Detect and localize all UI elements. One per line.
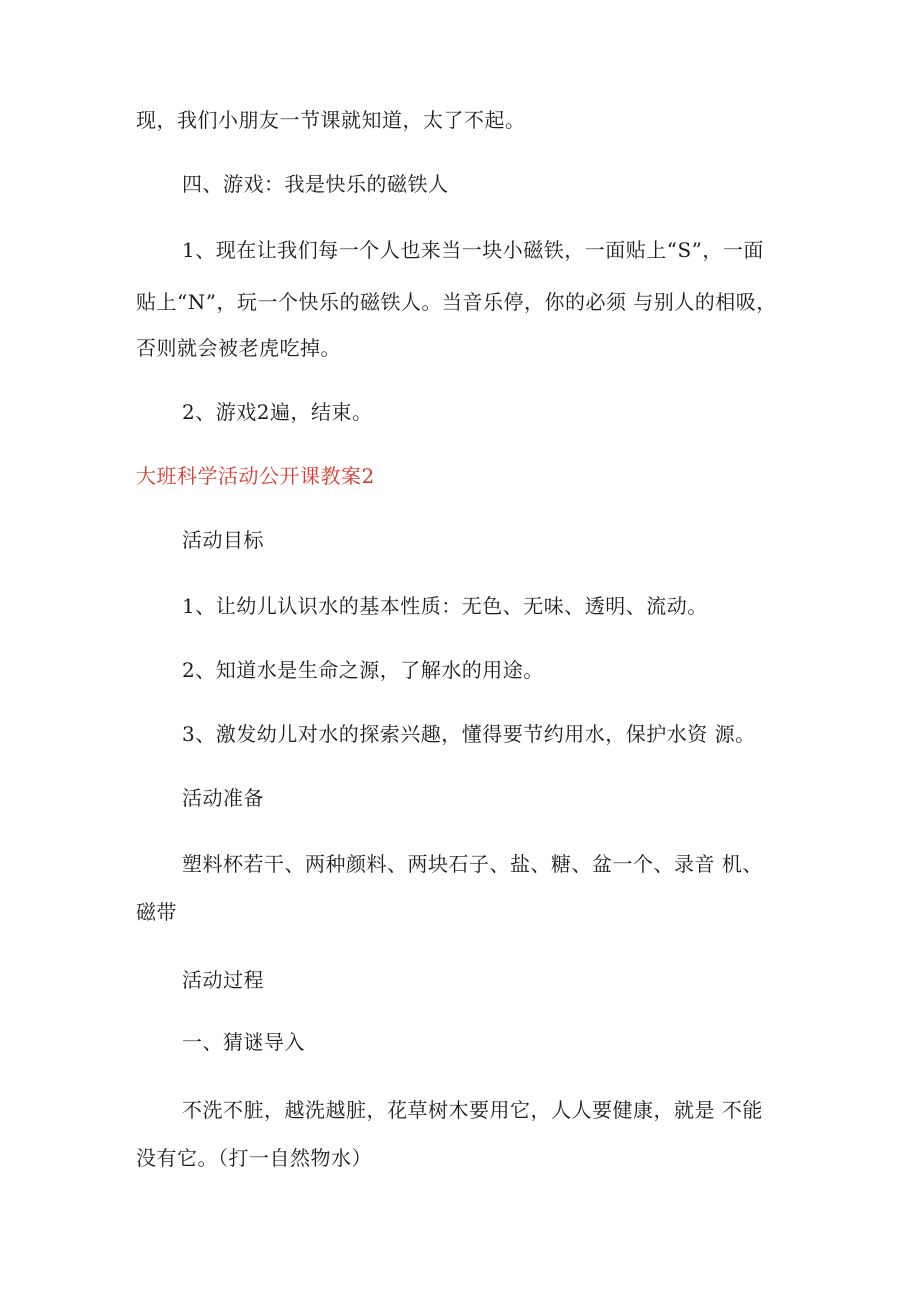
paragraph-line: 塑料杯若干、两种颜料、两块石子、盐、糖、盆一个、录音 机、 [182,852,763,876]
list-item: 3、激发幼儿对水的探索兴趣，懂得要节约用水，保护水资 源。 [182,722,756,746]
paragraph-line: 1、现在让我们每一个人也来当一块小磁铁，一面贴上“S”，一面 [182,238,764,262]
section-heading-game: 四、游戏：我是快乐的磁铁人 [182,172,449,196]
heading-activity-goals: 活动目标 [182,528,264,552]
document-section-title: 大班科学活动公开课教案2 [136,464,375,488]
paragraph-line: 2、游戏2遍，结束。 [182,400,373,424]
paragraph-line: 贴上“N”，玩一个快乐的磁铁人。当音乐停，你的必须 与别人的相吸， [136,290,777,314]
heading-activity-prep: 活动准备 [182,786,264,810]
heading-activity-process: 活动过程 [182,968,264,992]
list-item: 2、知道水是生命之源，了解水的用途。 [182,658,544,682]
paragraph-line: 不洗不脏，越洗越脏，花草树木要用它，人人要健康，就是 不能 [182,1098,763,1122]
heading-riddle-intro: 一、猜谜导入 [182,1030,305,1054]
list-item: 1、让幼儿认识水的基本性质：无色、无味、透明、流动。 [182,594,708,618]
paragraph-line: 否则就会被老虎吃掉。 [136,336,341,360]
paragraph-line: 没有它。（打一自然物水） [136,1146,372,1170]
paragraph-line: 现，我们小朋友一节课就知道，太了不起。 [136,108,526,132]
paragraph-line: 磁带 [136,900,177,924]
